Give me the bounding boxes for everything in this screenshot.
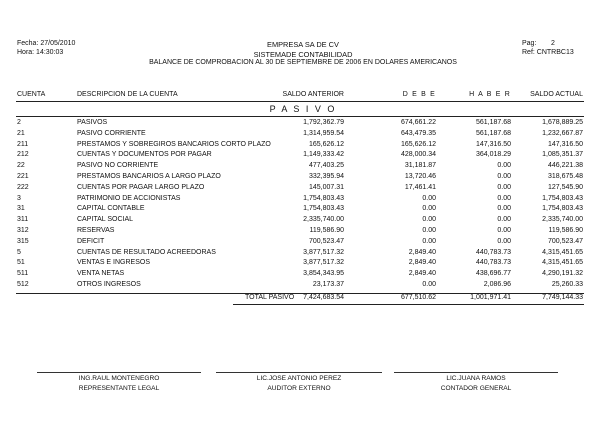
signature-line-2 — [216, 372, 382, 373]
saldo-actual-value: 1,678,889.25 — [542, 119, 583, 126]
header-rule — [16, 101, 584, 102]
saldo-anterior-value: 1,314,959.54 — [303, 129, 344, 137]
saldo-anterior-value: 3,877,517.32 — [303, 259, 344, 267]
table-row — [0, 173, 606, 183]
saldo-actual-value: 119,586.90 — [548, 227, 583, 234]
saldo-actual-value: 4,315,451.65 — [542, 259, 583, 267]
table-row — [0, 151, 606, 161]
account-description: PASIVO CORRIENTE — [77, 129, 146, 137]
total-saldo-actual: 7,749,144.33 — [542, 294, 583, 301]
debe-value: 0.00 — [422, 281, 436, 288]
haber-value: 0.00 — [497, 227, 511, 234]
total-debe: 677,510.62 — [400, 294, 436, 301]
account-code: 3 — [17, 194, 21, 202]
saldo-anterior-value: 332,395.94 — [308, 173, 344, 180]
saldo-anterior-value: 1,754,803.43 — [303, 194, 344, 202]
saldo-actual-value: 4,290,191.32 — [542, 270, 583, 278]
account-description: PATRIMONIO DE ACCIONISTAS — [77, 194, 181, 202]
total-saldo-anterior: 7,424,683.54 — [303, 294, 344, 301]
account-code: 2 — [17, 119, 21, 126]
account-code: 22 — [17, 162, 25, 170]
debe-value: 2,849.40 — [408, 248, 436, 256]
account-description: CAPITAL SOCIAL — [77, 216, 134, 224]
haber-value: 0.00 — [497, 237, 511, 245]
table-row — [0, 195, 606, 205]
account-code: 512 — [17, 281, 29, 288]
totals-row — [0, 294, 606, 304]
debe-value: 2,849.40 — [408, 270, 436, 278]
col-saldo-actual: SALDO ACTUAL — [530, 91, 583, 98]
saldo-actual-value: 1,232,667.87 — [542, 129, 583, 137]
system-name: SISTEMADE CONTABILIDAD — [253, 50, 353, 59]
account-description: VENTAS E INGRESOS — [77, 259, 150, 267]
saldo-anterior-value: 1,792,362.79 — [303, 119, 344, 126]
signature-name-2: LIC.JOSE ANTONIO PEREZ — [256, 375, 342, 382]
account-code: 51 — [17, 259, 25, 267]
saldo-actual-value: 1,085,351.37 — [542, 151, 583, 159]
account-code: 212 — [17, 151, 29, 159]
saldo-actual-value: 25,260.33 — [551, 281, 583, 288]
saldo-anterior-value: 23,173.37 — [312, 281, 344, 288]
account-description: CUENTAS POR PAGAR LARGO PLAZO — [77, 183, 205, 191]
saldo-actual-value: 446,221.38 — [547, 162, 583, 170]
account-description: PASIVOS — [77, 119, 108, 126]
debe-value: 13,720.46 — [404, 173, 436, 180]
account-description: CUENTAS DE RESULTADO ACREEDORAS — [77, 248, 216, 256]
debe-value: 428,000.34 — [400, 151, 436, 159]
saldo-anterior-value: 3,877,517.32 — [303, 248, 344, 256]
table-row — [0, 205, 606, 215]
saldo-actual-value: 1,754,803.43 — [542, 194, 583, 202]
haber-value: 0.00 — [497, 173, 511, 180]
debe-value: 643,479.35 — [400, 129, 436, 137]
signature-role-2: AUDITOR EXTERNO — [267, 385, 331, 392]
account-description: PRESTAMOS BANCARIOS A LARGO PLAZO — [77, 173, 221, 180]
haber-value: 0.00 — [497, 216, 511, 224]
haber-value: 147,316.50 — [475, 140, 511, 148]
table-row — [0, 281, 606, 291]
haber-value: 0.00 — [497, 162, 511, 170]
account-code: 312 — [17, 227, 29, 234]
table-row — [0, 162, 606, 172]
debe-value: 0.00 — [422, 216, 436, 224]
haber-value: 0.00 — [497, 194, 511, 202]
col-cuenta: CUENTA — [17, 91, 46, 98]
debe-value: 0.00 — [422, 227, 436, 234]
account-description: CUENTAS Y DOCUMENTOS POR PAGAR — [77, 151, 212, 159]
signature-line-1 — [37, 372, 201, 373]
account-code: 511 — [17, 270, 29, 278]
table-row — [0, 238, 606, 248]
col-haber: H A B E R — [469, 91, 511, 98]
saldo-anterior-value: 3,854,343.95 — [303, 270, 344, 278]
account-code: 5 — [17, 248, 21, 256]
table-row — [0, 259, 606, 269]
haber-value: 0.00 — [497, 205, 511, 213]
saldo-actual-value: 700,523.47 — [547, 237, 583, 245]
table-row — [0, 216, 606, 226]
account-description: CAPITAL CONTABLE — [77, 205, 145, 213]
saldo-actual-value: 4,315,451.65 — [542, 248, 583, 256]
page-label: Pag: — [522, 40, 537, 47]
report-title: BALANCE DE COMPROBACION AL 30 DE SEPTIEMBRE DE 2006 EN DOLARES AMERICANOS — [149, 59, 457, 66]
saldo-anterior-value: 165,626.12 — [308, 140, 344, 148]
debe-value: 0.00 — [422, 205, 436, 213]
debe-value: 674,661.22 — [400, 119, 436, 126]
totals-label: TOTAL PASIVO — [245, 294, 295, 301]
account-description: OTROS INGRESOS — [77, 281, 141, 288]
account-code: 311 — [17, 216, 29, 224]
saldo-anterior-value: 477,403.25 — [308, 162, 344, 170]
debe-value: 31,181.87 — [404, 162, 436, 170]
debe-value: 0.00 — [422, 237, 436, 245]
debe-value: 17,461.41 — [404, 183, 436, 191]
signature-name-3: LIC.JUANA RAMOS — [446, 375, 506, 382]
section-title: P A S I V O — [269, 104, 337, 114]
report-time: Hora: 14:30:03 — [17, 49, 64, 56]
saldo-anterior-value: 700,523.47 — [308, 237, 344, 245]
account-code: 31 — [17, 205, 25, 213]
table-row — [0, 270, 606, 280]
account-description: PRESTAMOS Y SOBREGIROS BANCARIOS CORTO PLAZO — [77, 140, 271, 148]
saldo-actual-value: 318,675.48 — [547, 173, 583, 180]
account-code: 222 — [17, 183, 29, 191]
saldo-anterior-value: 1,149,333.42 — [303, 151, 344, 159]
haber-value: 438,696.77 — [475, 270, 511, 278]
debe-value: 165,626.12 — [400, 140, 436, 148]
haber-value: 2,086.96 — [483, 281, 511, 288]
account-code: 221 — [17, 173, 29, 180]
saldo-anterior-value: 1,754,803.43 — [303, 205, 344, 213]
account-code: 211 — [17, 140, 29, 148]
account-description: DEFICIT — [77, 237, 105, 245]
haber-value: 440,783.73 — [475, 248, 511, 256]
haber-value: 364,018.29 — [475, 151, 511, 159]
report-reference: Ref: CNTRBC13 — [522, 49, 574, 56]
saldo-actual-value: 2,335,740.00 — [542, 216, 583, 224]
col-saldo-anterior: SALDO ANTERIOR — [282, 91, 344, 98]
debe-value: 2,849.40 — [408, 259, 436, 267]
totals-rule-bottom — [233, 304, 584, 305]
table-row — [0, 249, 606, 259]
account-code: 21 — [17, 129, 25, 137]
signature-role-3: CONTADOR GENERAL — [440, 385, 512, 392]
signature-line-3 — [394, 372, 558, 373]
table-row — [0, 130, 606, 140]
section-rule — [16, 116, 584, 117]
page-number: 2 — [551, 40, 555, 47]
haber-value: 440,783.73 — [475, 259, 511, 267]
signature-name-1: ING.RAUL MONTENEGRO — [78, 375, 160, 382]
haber-value: 561,187.68 — [475, 119, 511, 126]
company-name: EMPRESA SA DE CV — [267, 40, 339, 49]
saldo-anterior-value: 119,586.90 — [309, 227, 344, 234]
saldo-actual-value: 147,316.50 — [547, 140, 583, 148]
table-row — [0, 119, 606, 129]
signature-role-1: REPRESENTANTE LEGAL — [78, 385, 160, 392]
table-row — [0, 184, 606, 194]
total-haber: 1,001,971.41 — [470, 294, 511, 301]
saldo-anterior-value: 145,007.31 — [308, 183, 344, 191]
saldo-anterior-value: 2,335,740.00 — [303, 216, 344, 224]
saldo-actual-value: 127,545.90 — [547, 183, 583, 191]
account-code: 315 — [17, 237, 29, 245]
account-description: VENTA NETAS — [77, 270, 125, 278]
account-description: PASIVO NO CORRIENTE — [77, 162, 159, 170]
haber-value: 0.00 — [497, 183, 511, 191]
account-description: RESERVAS — [77, 227, 115, 234]
report-date: Fecha: 27/05/2010 — [17, 40, 76, 47]
col-descripcion: DESCRIPCION DE LA CUENTA — [77, 91, 178, 98]
saldo-actual-value: 1,754,803.43 — [542, 205, 583, 213]
table-row — [0, 141, 606, 151]
col-debe: D E B E — [402, 91, 436, 98]
haber-value: 561,187.68 — [475, 129, 511, 137]
debe-value: 0.00 — [422, 194, 436, 202]
column-header-row — [0, 91, 606, 101]
table-row — [0, 227, 606, 237]
